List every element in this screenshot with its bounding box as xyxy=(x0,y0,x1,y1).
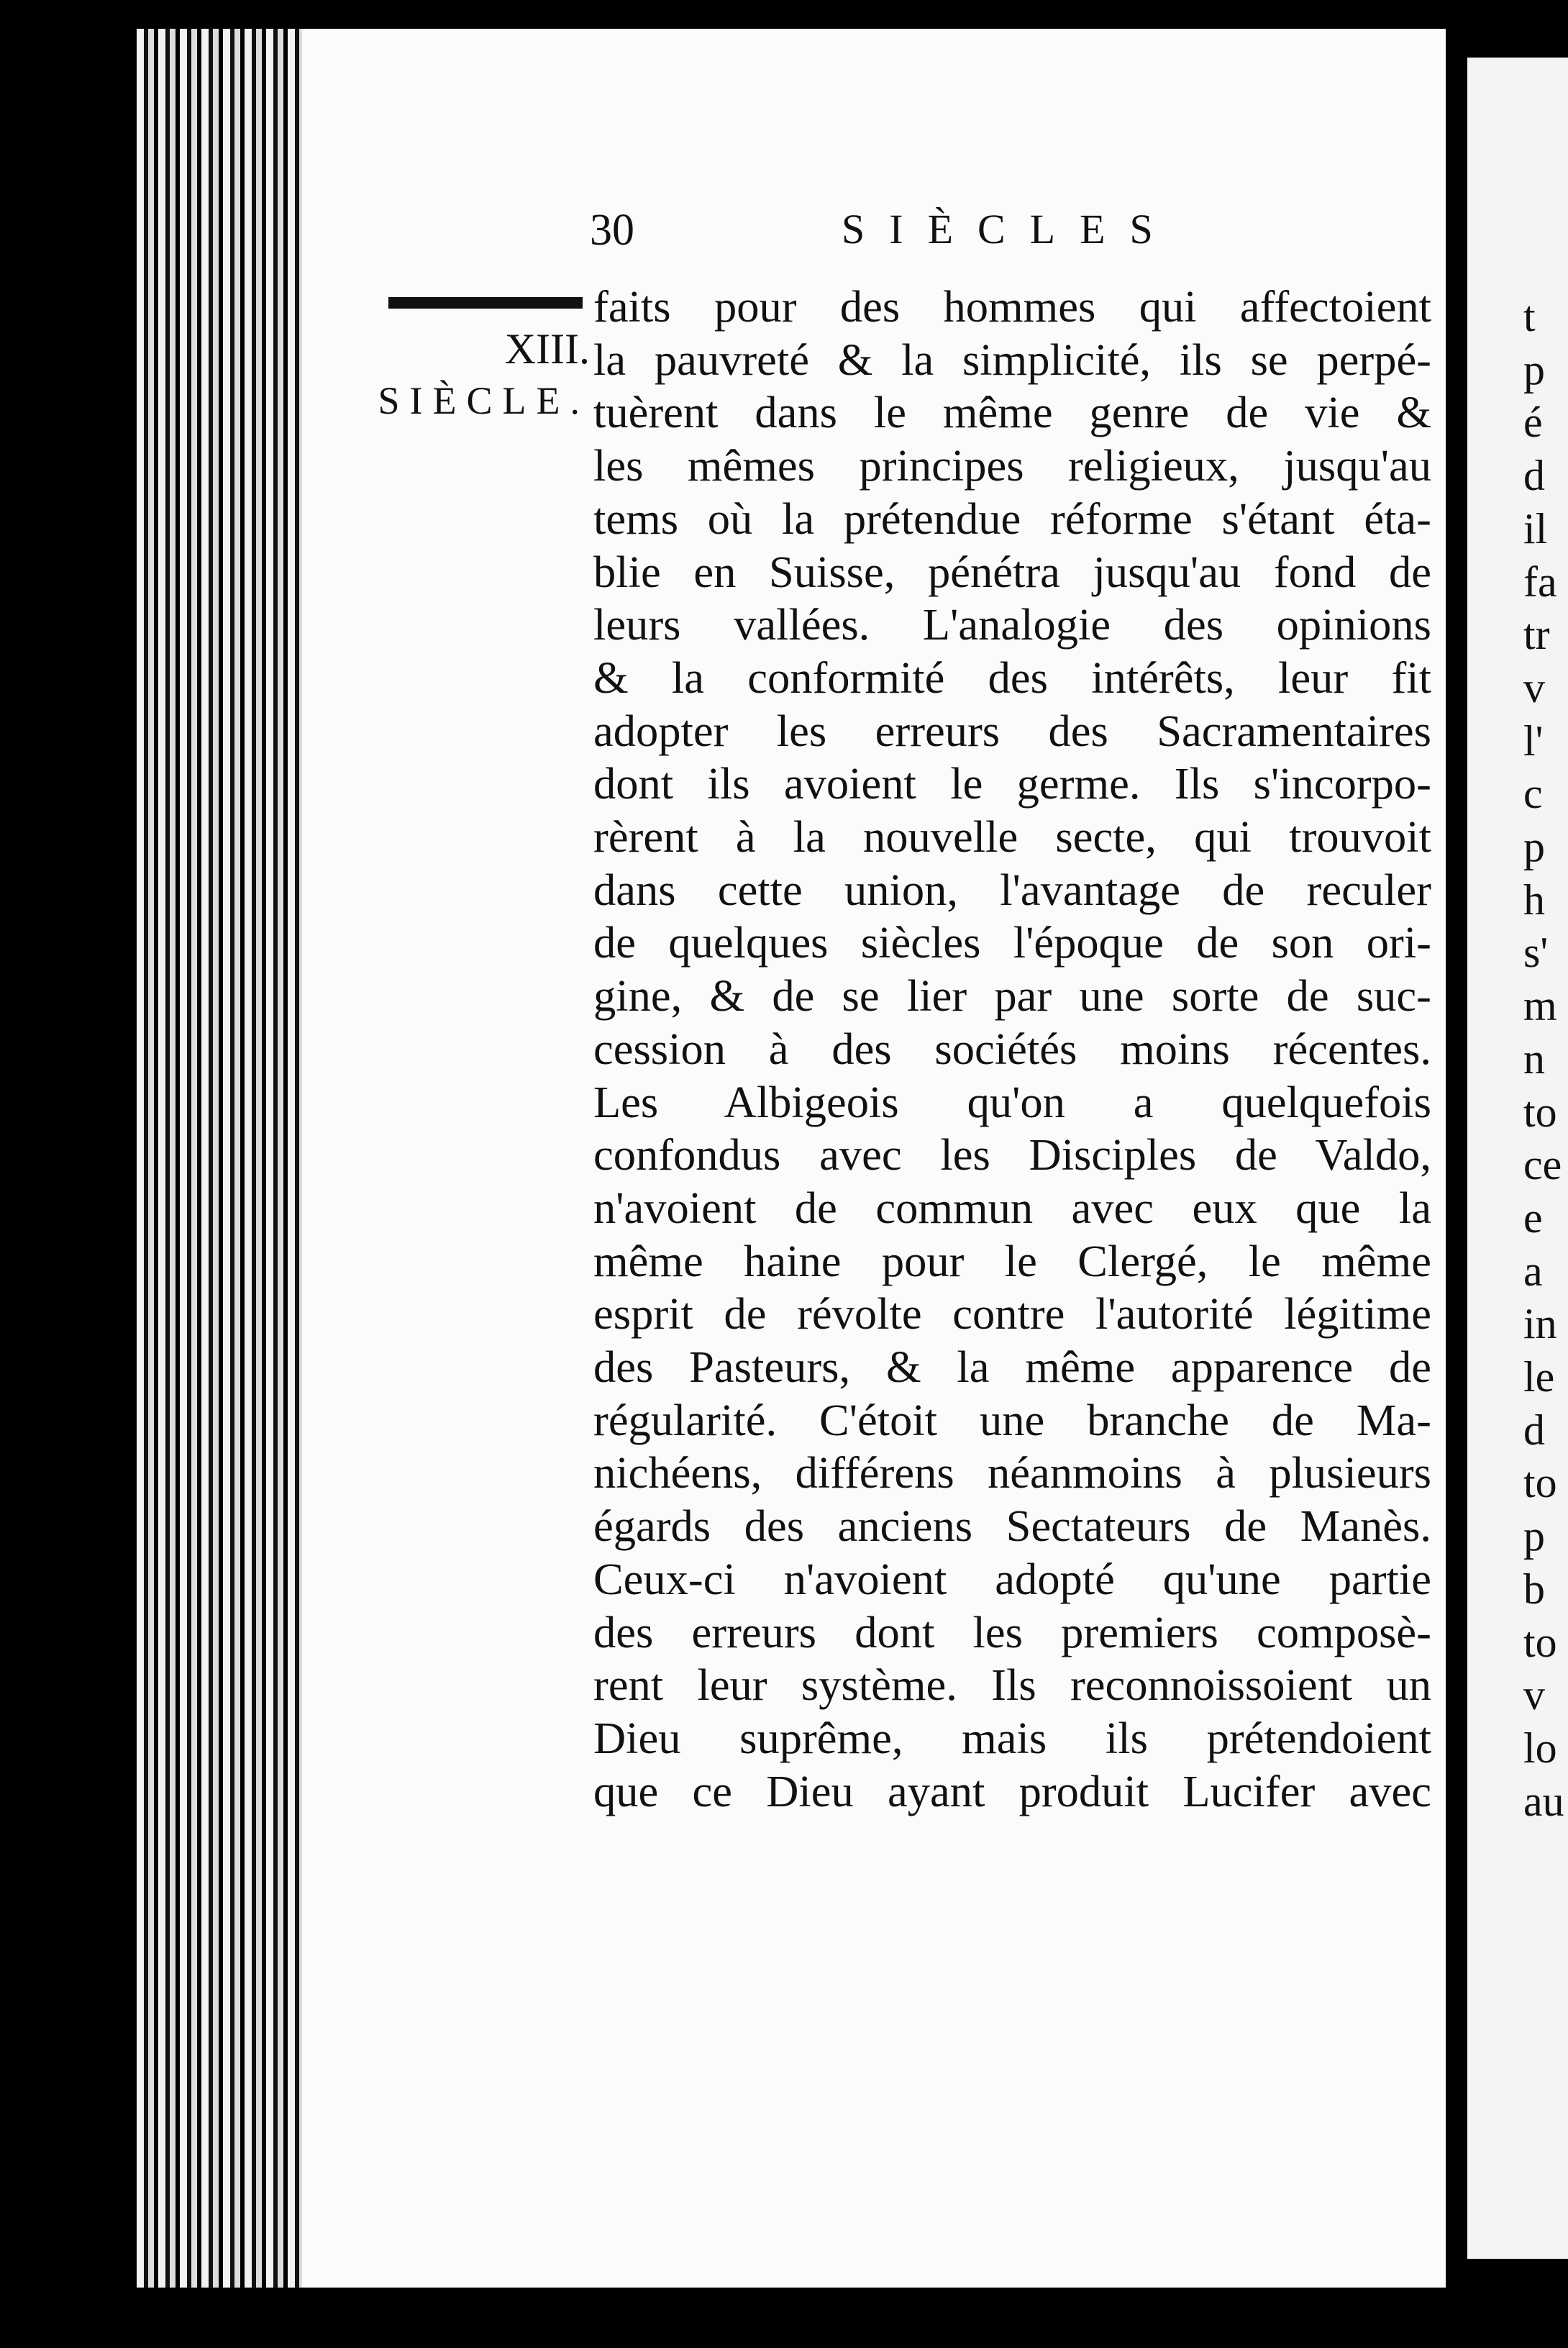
margin-century-number: XIII. xyxy=(504,325,590,373)
facing-text-fragment: é xyxy=(1523,399,1543,447)
facing-text-fragment: t xyxy=(1523,293,1536,340)
text-line: leurs vallées. L'analogie des opinions xyxy=(593,599,1431,650)
page-number: 30 xyxy=(590,206,634,255)
facing-text-fragment: p xyxy=(1523,823,1545,870)
text-line: dans cette union, l'avantage de reculer xyxy=(593,864,1431,915)
facing-text-fragment: in xyxy=(1523,1300,1557,1348)
text-line: tems où la prétendue réforme s'étant éta- xyxy=(593,493,1431,544)
text-line: faits pour des hommes qui affectoient xyxy=(593,281,1431,332)
text-line: égards des anciens Sectateurs de Manès. xyxy=(593,1501,1431,1552)
facing-text-fragment: tr xyxy=(1523,611,1550,659)
text-line: blie en Suisse, pénétra jusqu'au fond de xyxy=(593,546,1431,597)
facing-page-edge xyxy=(1467,58,1568,2259)
text-line: adopter les erreurs des Sacramentaires xyxy=(593,705,1431,756)
facing-text-fragment: v xyxy=(1523,663,1545,711)
text-line: & la conformité des intérêts, leur fit xyxy=(593,652,1431,703)
text-line: gine, & de se lier par une sorte de suc- xyxy=(593,970,1431,1021)
facing-text-fragment: lo xyxy=(1523,1724,1557,1772)
facing-text-fragment: l' xyxy=(1523,716,1544,765)
text-line: n'avoient de commun avec eux que la xyxy=(593,1182,1431,1233)
text-line: la pauvreté & la simplicité, ils se perpé- xyxy=(593,334,1431,385)
text-line: nichéens, différens néanmoins à plusieurs xyxy=(593,1447,1431,1498)
facing-text-fragment: n xyxy=(1523,1034,1545,1083)
text-line: rent leur système. Ils reconnoissoient un xyxy=(593,1660,1431,1711)
text-line: Ceux-ci n'avoient adopté qu'une partie xyxy=(593,1553,1431,1604)
margin-rule xyxy=(388,297,583,309)
book-gutter xyxy=(137,29,302,2288)
facing-text-fragment: au xyxy=(1523,1777,1564,1825)
facing-text-fragment: s' xyxy=(1523,929,1549,977)
facing-text-fragment: to xyxy=(1523,1459,1557,1507)
facing-text-fragment: p xyxy=(1523,1512,1545,1560)
text-line: des erreurs dont les premiers composè- xyxy=(593,1606,1431,1657)
facing-text-fragment: d xyxy=(1523,1406,1545,1454)
text-line: rèrent à la nouvelle secte, qui trouvoit xyxy=(593,811,1431,863)
facing-text-fragment: le xyxy=(1523,1353,1555,1401)
facing-text-fragment: h xyxy=(1523,875,1545,924)
running-title: SIÈCLES xyxy=(842,206,1177,252)
text-line: les mêmes principes religieux, jusqu'au xyxy=(593,440,1431,491)
text-line: de quelques siècles l'époque de son ori- xyxy=(593,917,1431,968)
facing-text-fragment: to xyxy=(1523,1088,1557,1136)
text-line: Dieu suprême, mais ils prétendoient xyxy=(593,1712,1431,1763)
facing-text-fragment: b xyxy=(1523,1565,1545,1613)
facing-text-fragment: p xyxy=(1523,345,1545,393)
facing-text-fragment: a xyxy=(1523,1247,1543,1295)
facing-text-fragment: to xyxy=(1523,1618,1557,1666)
margin-century-label: SIÈCLE. xyxy=(378,379,590,422)
facing-text-fragment: ce xyxy=(1523,1141,1562,1189)
text-line: cession à des sociétés moins récentes. xyxy=(593,1023,1431,1074)
text-line: confondus avec les Disciples de Valdo, xyxy=(593,1129,1431,1180)
facing-text-fragment: m xyxy=(1523,982,1557,1030)
text-line: régularité. C'étoit une branche de Ma- xyxy=(593,1394,1431,1445)
facing-text-fragment: d xyxy=(1523,452,1545,500)
facing-text-fragment: v xyxy=(1523,1671,1545,1719)
text-line: esprit de révolte contre l'autorité légitime xyxy=(593,1288,1431,1339)
text-line: Les Albigeois qu'on a quelquefois xyxy=(593,1076,1431,1127)
facing-text-fragment: il xyxy=(1523,504,1548,552)
page-header xyxy=(590,205,1424,270)
text-line: même haine pour le Clergé, le même xyxy=(593,1235,1431,1286)
text-line: dont ils avoient le germe. Ils s'incorpo- xyxy=(593,758,1431,809)
facing-text-fragment: fa xyxy=(1523,558,1557,606)
facing-text-fragment: e xyxy=(1523,1193,1543,1242)
body-text xyxy=(593,281,1431,1818)
text-line: tuèrent dans le même genre de vie & xyxy=(593,387,1431,438)
facing-text-fragment: c xyxy=(1523,770,1543,818)
text-line: des Pasteurs, & la même apparence de xyxy=(593,1342,1431,1393)
text-line: que ce Dieu ayant produit Lucifer avec xyxy=(593,1765,1431,1816)
